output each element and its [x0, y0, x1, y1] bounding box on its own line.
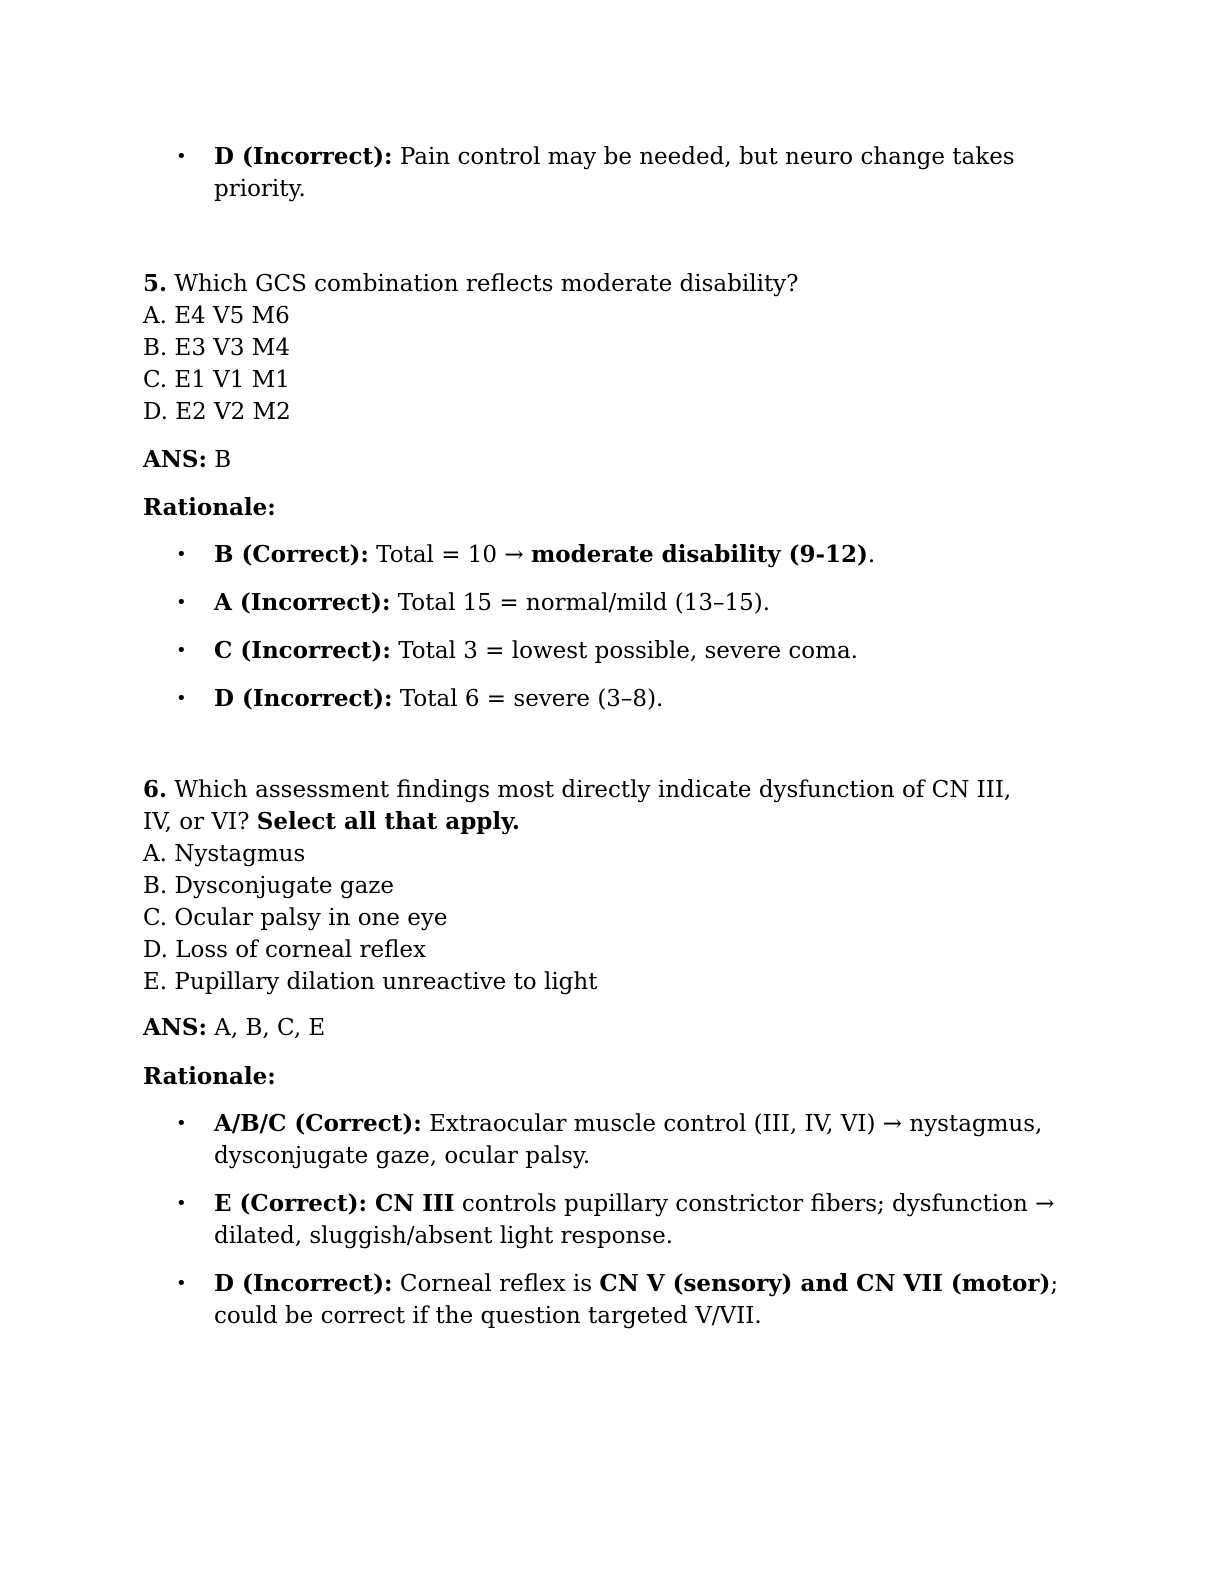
option-b: B. Dysconjugate gaze	[143, 873, 395, 899]
rationale-heading: Rationale:	[143, 1063, 276, 1090]
rationale-text: Extraocular muscle control (III, IV, VI) → nystagmus, dysconjugate gaze, ocular palsy.	[214, 1111, 1043, 1169]
option-a: A. Nystagmus	[143, 841, 306, 867]
rationale-text: controls pupillary constrictor fibers; dysfunction → dilated, sluggish/absent light response.	[214, 1191, 1055, 1249]
question-5-answer	[143, 444, 1073, 476]
rationale-item	[143, 683, 1073, 715]
option-d: D. E2 V2 M2	[143, 399, 291, 425]
rationale-item	[143, 587, 1073, 619]
rationale-text: Total 15 = normal/mild (13–15).	[390, 590, 771, 616]
rationale-bold-text: moderate disability (9-12)	[530, 541, 868, 568]
rationale-label: A (Incorrect):	[214, 589, 391, 616]
question-6-answer	[143, 1012, 1073, 1044]
answer-label: ANS:	[143, 1014, 207, 1041]
option-e: E. Pupillary dilation unreactive to light	[143, 969, 598, 995]
question-6-rationale-list	[143, 1108, 1073, 1332]
question-text-line2: IV, or VI?	[143, 809, 257, 835]
rationale-text: Corneal reflex is	[392, 1271, 600, 1297]
question-5-rationale-list	[143, 539, 1073, 715]
rationale-label: D (Incorrect):	[214, 685, 393, 712]
question-5-rationale-heading	[143, 492, 1073, 524]
rationale-text-after: .	[867, 542, 876, 568]
rationale-bold-text: CN III	[366, 1190, 455, 1217]
rationale-item	[143, 539, 1073, 571]
rationale-item	[143, 141, 1073, 205]
question-5	[143, 268, 1073, 428]
question-number: 5.	[143, 270, 168, 297]
option-d: D. Loss of corneal reflex	[143, 937, 427, 963]
rationale-bold-text: CN V (sensory) and CN VII (motor)	[599, 1270, 1051, 1297]
rationale-heading: Rationale:	[143, 494, 276, 521]
rationale-text: Pain control may be needed, but neuro change takes priority.	[214, 144, 1015, 202]
rationale-item	[143, 1108, 1073, 1172]
rationale-item	[143, 1188, 1073, 1252]
answer-value: A, B, C, E	[206, 1015, 326, 1041]
rationale-label: E (Correct):	[214, 1190, 367, 1217]
question-5-stem	[143, 268, 1073, 300]
rationale-label: D (Incorrect):	[214, 143, 393, 170]
question-6-stem	[143, 774, 1073, 838]
question-6	[143, 774, 1073, 998]
rationale-text: Total = 10 →	[368, 542, 531, 568]
rationale-item	[143, 1268, 1073, 1332]
option-c: C. Ocular palsy in one eye	[143, 905, 448, 931]
question-text-line1: Which assessment findings most directly indicate dysfunction of CN III,	[167, 777, 1012, 803]
rationale-text: Total 6 = severe (3–8).	[392, 686, 664, 712]
rationale-text-after: ; could be correct if the question targeted V/VII.	[214, 1271, 1059, 1329]
rationale-label: C (Incorrect):	[214, 637, 391, 664]
option-c: C. E1 V1 M1	[143, 367, 290, 393]
select-all-instruction: Select all that apply.	[256, 808, 520, 835]
option-a: A. E4 V5 M6	[143, 303, 290, 329]
answer-label: ANS:	[143, 446, 207, 473]
question-text: Which GCS combination reflects moderate disability?	[167, 271, 799, 297]
option-b: B. E3 V3 M4	[143, 335, 290, 361]
rationale-label: A/B/C (Correct):	[214, 1110, 422, 1137]
rationale-item	[143, 635, 1073, 667]
question-number: 6.	[143, 776, 168, 803]
question-6-rationale-heading	[143, 1061, 1073, 1093]
rationale-label: D (Incorrect):	[214, 1270, 393, 1297]
rationale-text: Total 3 = lowest possible, severe coma.	[390, 638, 858, 664]
answer-value: B	[206, 447, 232, 473]
top-rationale-list	[143, 141, 1073, 205]
rationale-label: B (Correct):	[214, 541, 369, 568]
